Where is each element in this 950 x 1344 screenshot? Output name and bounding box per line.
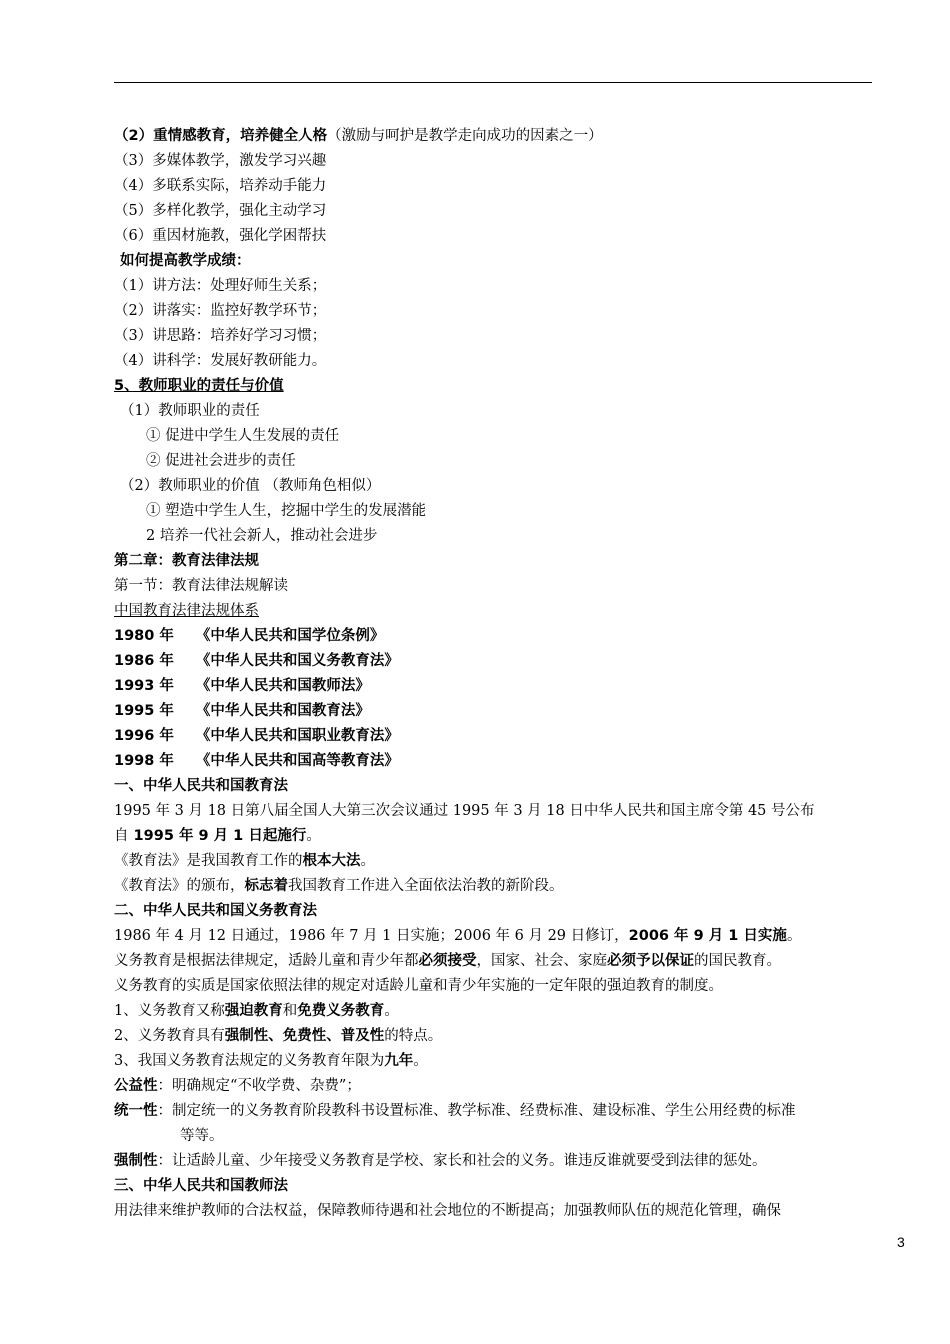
text-line: （6）重因材施教，强化学困帮扶 xyxy=(114,228,327,244)
section-title: 第一节：教育法律法规解读 xyxy=(114,578,288,594)
section-heading: 三、中华人民共和国教师法 xyxy=(114,1178,288,1194)
text-line: 2 培养一代社会新人，推动社会进步 xyxy=(146,528,378,544)
text-line: （4）讲科学：发展好教研能力。 xyxy=(114,353,327,369)
text-line: （3）讲思路：培养好学习习惯； xyxy=(114,328,327,344)
text-line: （2）重情感教育，培养健全人格（激励与呵护是教学走向成功的因素之一） xyxy=(114,128,603,144)
law-item: 1980 年 《中华人民共和国学位条例》 xyxy=(114,628,385,644)
chapter-heading: 第二章：教育法律法规 xyxy=(114,553,259,569)
text-line: 用法律来维护教师的合法权益，保障教师待遇和社会地位的不断提高；加强教师队伍的规范化管理，确保 xyxy=(114,1203,781,1219)
section-heading: 二、中华人民共和国义务教育法 xyxy=(114,903,317,919)
text-line: 等等。 xyxy=(180,1128,224,1144)
section-heading: 如何提高教学成绩： xyxy=(120,253,251,269)
text-line: 义务教育是根据法律规定，适龄儿童和青少年都必须接受，国家、社会、家庭必须予以保证的国民教育。 xyxy=(114,953,781,969)
text-line: 《教育法》是我国教育工作的根本大法。 xyxy=(114,853,375,869)
text-line: 强制性：让适龄儿童、少年接受义务教育是学校、家长和社会的义务。谁违反谁就要受到法律的惩处。 xyxy=(114,1153,767,1169)
text-line: 自 1995 年 9 月 1 日起施行。 xyxy=(114,828,321,844)
section-heading: 一、中华人民共和国教育法 xyxy=(114,778,288,794)
law-item: 1998 年 《中华人民共和国高等教育法》 xyxy=(114,753,399,769)
text-line: 1995 年 3 月 18 日第八届全国人大第三次会议通过 1995 年 3 月 18 日中华人民共和国主席令第 45 号公布 xyxy=(114,803,815,819)
text-line: ② 促进社会进步的责任 xyxy=(146,453,296,469)
law-item: 1996 年 《中华人民共和国职业教育法》 xyxy=(114,728,399,744)
text-line: （1）讲方法：处理好师生关系； xyxy=(114,278,327,294)
text-line: 公益性：明确规定“不收学费、杂费”； xyxy=(114,1078,361,1094)
text-line: 《教育法》的颁布，标志着我国教育工作进入全面依法治教的新阶段。 xyxy=(114,878,564,894)
text-line: （2）讲落实：监控好教学环节； xyxy=(114,303,327,319)
section-heading: 5、教师职业的责任与价值 xyxy=(114,378,284,394)
text-line: （3）多媒体教学，激发学习兴趣 xyxy=(114,153,327,169)
text-line: 1、义务教育又称强迫教育和免费义务教育。 xyxy=(114,1003,399,1019)
section-title: 中国教育法律法规体系 xyxy=(114,603,259,619)
text-line: 统一性：制定统一的义务教育阶段教科书设置标准、教学标准、经费标准、建设标准、学生公用经费的标准 xyxy=(114,1103,796,1119)
law-item: 1993 年 《中华人民共和国教师法》 xyxy=(114,678,370,694)
law-item: 1986 年 《中华人民共和国义务教育法》 xyxy=(114,653,399,669)
text-line: 义务教育的实质是国家依照法律的规定对适龄儿童和青少年实施的一定年限的强迫教育的制度。 xyxy=(114,978,723,994)
law-item: 1995 年 《中华人民共和国教育法》 xyxy=(114,703,370,719)
document-body xyxy=(114,124,874,1224)
text-line: 1986 年 4 月 12 日通过，1986 年 7 月 1 日实施；2006 年 6 月 29 日修订，2006 年 9 月 1 日实施。 xyxy=(114,928,802,944)
text-line: （4）多联系实际，培养动手能力 xyxy=(114,178,327,194)
text-line: （2）教师职业的价值 （教师角色相似） xyxy=(120,478,381,494)
text-line: 3、我国义务教育法规定的义务教育年限为九年。 xyxy=(114,1053,428,1069)
text-line: ① 塑造中学生人生，挖掘中学生的发展潜能 xyxy=(146,503,427,519)
text-line: （5）多样化教学，强化主动学习 xyxy=(114,203,327,219)
header-rule xyxy=(114,82,872,83)
text-line: （1）教师职业的责任 xyxy=(120,403,260,419)
text-line: 2、义务教育具有强制性、免费性、普及性的特点。 xyxy=(114,1028,443,1044)
text-line: ① 促进中学生人生发展的责任 xyxy=(146,428,340,444)
page-number: 3 xyxy=(897,1234,905,1250)
